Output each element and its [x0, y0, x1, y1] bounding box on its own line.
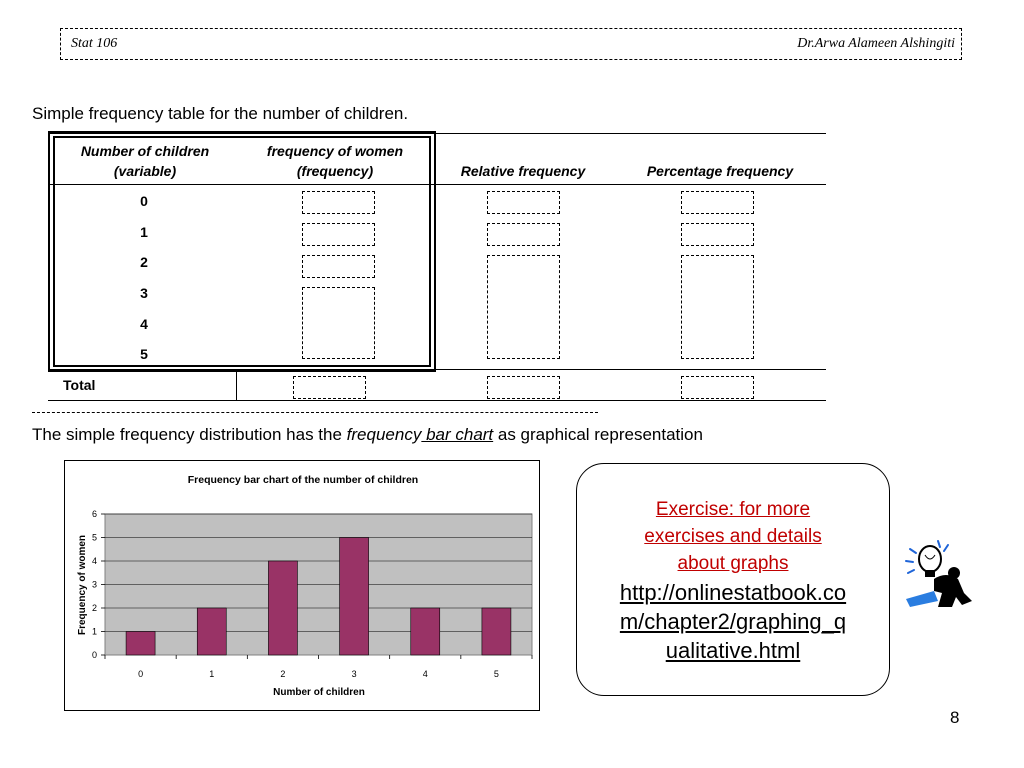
y-tick-label: 3 [91, 579, 97, 590]
dashed-separator [32, 412, 598, 413]
chart-title: Frequency bar chart of the number of children [187, 474, 419, 486]
bar-chart-box [64, 460, 540, 711]
url-line: ualitative.html [665, 638, 801, 663]
bar [482, 608, 511, 655]
exercise-url-link[interactable] [577, 578, 889, 665]
y-axis-label: Frequency of women [77, 534, 88, 636]
answer-box [487, 191, 560, 214]
y-tick-label: 0 [91, 650, 97, 660]
total-label: Total [63, 377, 96, 393]
header-relative-frequency: Relative frequency [460, 163, 586, 179]
author-label: Dr.Arwa Alameen Alshingiti [797, 36, 955, 51]
idea-lightbulb-icon [902, 535, 974, 611]
x-tick-label: 2 [280, 669, 286, 679]
y-tick-label: 2 [91, 603, 97, 613]
x-tick-label: 1 [209, 669, 215, 679]
exercise-line: about graphs [677, 553, 789, 574]
sentence-part: The simple frequency distribution has the [32, 425, 347, 444]
answer-box [487, 376, 560, 399]
y-axis-ticks [92, 509, 105, 660]
table-intro: Simple frequency table for the number of children. [32, 104, 409, 123]
x-tick-label: 5 [493, 669, 499, 679]
x-axis-ticks [105, 655, 532, 679]
header-line: (frequency) [296, 163, 374, 179]
slide-header [60, 28, 962, 60]
page-number: 8 [950, 708, 960, 727]
answer-box [681, 191, 754, 214]
answer-box [681, 255, 754, 359]
table-bottom-rule [48, 400, 826, 401]
header-line: frequency of women [266, 143, 404, 159]
row-value: 4 [140, 316, 148, 332]
row-value: 0 [140, 193, 148, 209]
x-tick-label: 0 [138, 669, 144, 679]
header-percentage-frequency: Percentage frequency [646, 163, 794, 179]
x-tick-label: 4 [422, 669, 428, 679]
exercise-text[interactable] [577, 496, 889, 577]
sentence-underlined: bar chart [421, 425, 494, 444]
bar-chart [65, 461, 539, 710]
bar [411, 608, 440, 655]
row-value: 2 [140, 254, 148, 270]
exercise-line: Exercise: for more [655, 499, 811, 520]
y-tick-label: 4 [91, 556, 97, 566]
answer-box [487, 255, 560, 359]
header-line: (variable) [113, 163, 177, 179]
y-tick-label: 6 [91, 509, 97, 519]
exercise-callout [576, 463, 890, 696]
bar [197, 608, 226, 655]
course-label: Stat 106 [71, 36, 118, 51]
y-tick-label: 1 [91, 626, 97, 637]
y-tick-label: 5 [91, 532, 97, 543]
answer-box [487, 223, 560, 246]
total-separator [236, 371, 237, 400]
exercise-line: exercises and details [644, 526, 822, 547]
double-frame-inner [53, 136, 431, 367]
bar [268, 561, 297, 655]
row-value: 5 [140, 346, 148, 362]
answer-box [681, 223, 754, 246]
answer-box [681, 376, 754, 399]
distribution-sentence [32, 425, 703, 445]
row-value: 3 [140, 285, 148, 301]
x-axis-label: Number of children [273, 687, 365, 698]
x-tick-label: 3 [351, 669, 357, 679]
url-line: http://onlinestatbook.co [619, 580, 847, 605]
row-value: 1 [140, 224, 148, 240]
header-line: Number of children [80, 143, 210, 159]
url-line: m/chapter2/graphing_q [619, 609, 847, 634]
answer-box [293, 376, 366, 399]
sentence-part: as graphical representation [493, 425, 703, 444]
bar [340, 538, 369, 656]
sentence-italic: frequency [346, 425, 422, 444]
bar [126, 632, 155, 656]
